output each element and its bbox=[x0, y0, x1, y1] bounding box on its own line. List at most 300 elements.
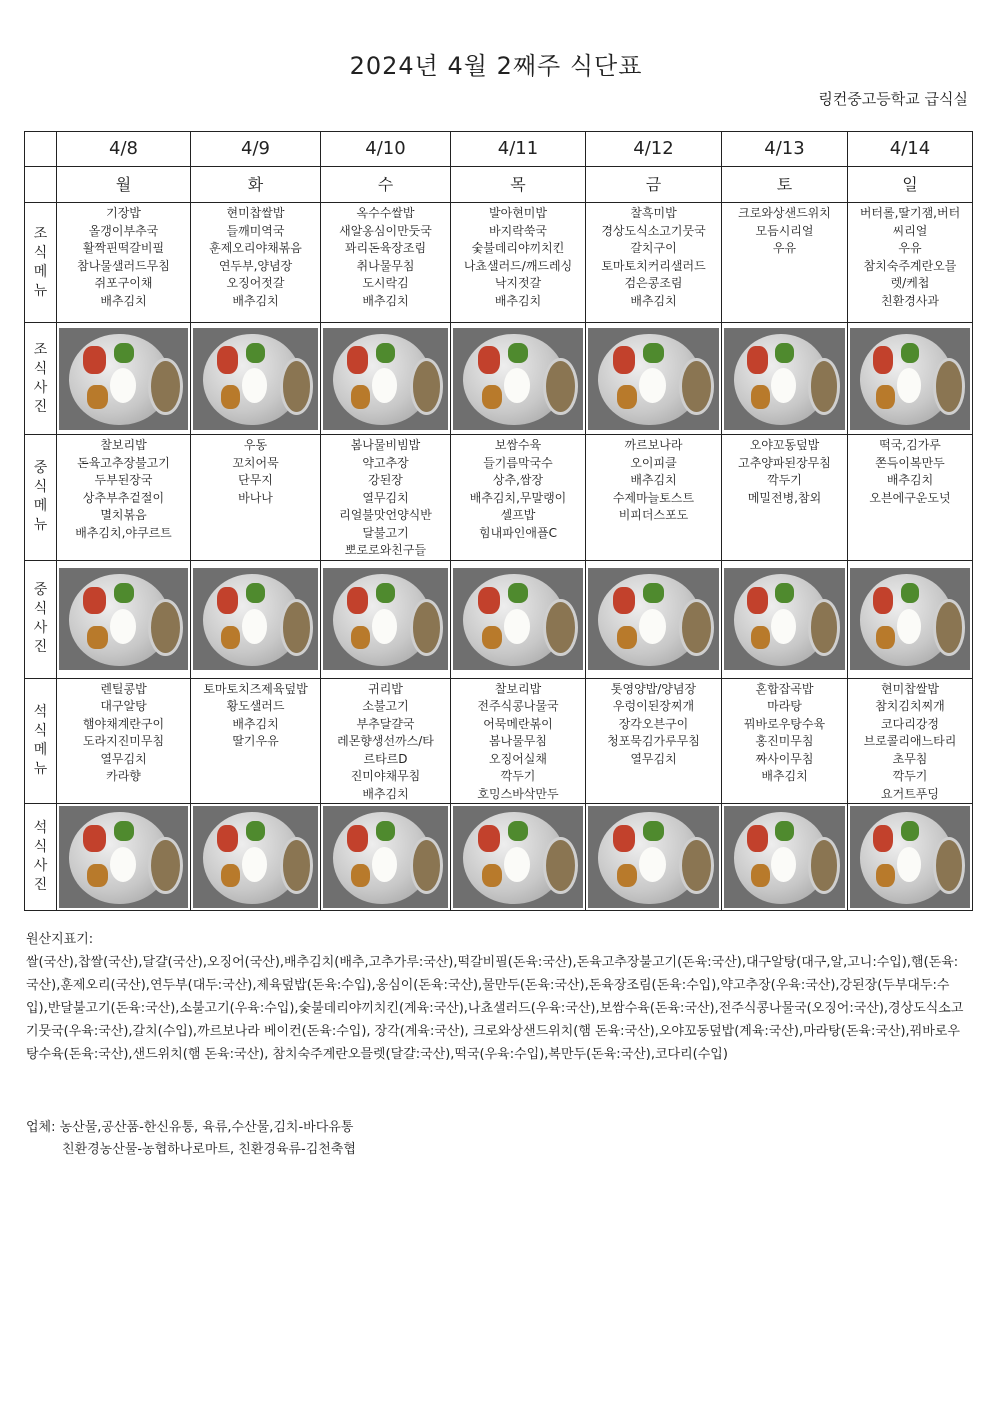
food-side2 bbox=[114, 821, 134, 841]
row-label-char: 조 bbox=[33, 225, 48, 242]
food-side2 bbox=[508, 583, 528, 603]
lunch-menu-cell bbox=[57, 435, 191, 561]
menu-item: 활짝핀떡갈비필 bbox=[82, 241, 165, 255]
breakfast-photo-cell bbox=[451, 323, 586, 435]
menu-item: 단무지 bbox=[238, 473, 273, 487]
menu-item: 친환경사과 bbox=[881, 293, 939, 308]
food-rice bbox=[242, 368, 267, 403]
corner-cell bbox=[25, 132, 57, 167]
food-side2 bbox=[376, 343, 396, 363]
row-label-lunch-photo bbox=[25, 560, 57, 678]
food-side1 bbox=[347, 587, 368, 615]
menu-item: 렌틸콩밥 bbox=[100, 681, 147, 696]
row-label-dinner-menu bbox=[25, 678, 57, 804]
row-label-char: 식 bbox=[33, 722, 48, 739]
meal-photo bbox=[850, 568, 970, 670]
dinner-photo-cell bbox=[848, 804, 973, 911]
menu-item: 전주식콩나물국 bbox=[477, 699, 559, 713]
row-label-char: 뉴 bbox=[33, 760, 48, 777]
food-side1 bbox=[347, 825, 368, 853]
menu-item: 도시락김 bbox=[362, 276, 409, 290]
menu-item: 경상도식소고기뭇국 bbox=[601, 223, 706, 238]
food-rice bbox=[110, 609, 136, 644]
food-side2 bbox=[643, 821, 663, 841]
menu-item: 토마토치커리샐러드 bbox=[601, 258, 706, 273]
menu-item: 달불고기 bbox=[362, 525, 409, 540]
food-side3 bbox=[87, 385, 107, 409]
food-side1 bbox=[873, 587, 894, 615]
menu-item: 갈치구이 bbox=[630, 241, 677, 255]
origin-title: 원산지표기: bbox=[26, 932, 94, 947]
menu-item: 열무김치 bbox=[630, 751, 677, 766]
menu-item: 옥수수쌀밥 bbox=[356, 206, 415, 220]
row-label-char: 조 bbox=[33, 341, 48, 358]
food-side1 bbox=[83, 346, 105, 374]
meal-photo bbox=[453, 568, 583, 670]
meal-photo bbox=[850, 806, 970, 908]
menu-item: 들기름막국수 bbox=[483, 455, 553, 470]
menu-item: 상추,쌈장 bbox=[492, 473, 544, 487]
dinner-photo-cell bbox=[57, 804, 191, 911]
menu-item: 수제마늘토스트 bbox=[612, 490, 695, 505]
menu-item: 봄나물비빔밥 bbox=[350, 438, 421, 452]
menu-item: 두부된장국 bbox=[94, 473, 153, 487]
meal-photo bbox=[193, 568, 318, 670]
food-side1 bbox=[747, 587, 768, 615]
food-side2 bbox=[246, 343, 266, 363]
lunch-photo-cell bbox=[191, 560, 321, 678]
lunch-photo-cell bbox=[57, 560, 191, 678]
food-side2 bbox=[376, 583, 396, 603]
menu-item: 돈육고추장불고기 bbox=[77, 455, 170, 470]
dinner-photo-cell bbox=[321, 804, 451, 911]
menu-item: 쥐포구이채 bbox=[94, 276, 153, 290]
food-side2 bbox=[775, 583, 794, 603]
food-side2 bbox=[901, 343, 920, 363]
lunch-menu-cell bbox=[451, 435, 586, 561]
food-rice bbox=[897, 368, 921, 403]
menu-item: 배추김치 bbox=[100, 293, 147, 308]
menu-item: 강된장 bbox=[368, 473, 403, 487]
row-label-char: 진 bbox=[33, 877, 48, 893]
menu-item: 찰흑미밥 bbox=[630, 206, 677, 220]
menu-item: 떡국,김가루 bbox=[879, 438, 941, 452]
food-side3 bbox=[617, 864, 637, 888]
meal-photo bbox=[323, 328, 448, 430]
food-side1 bbox=[873, 346, 894, 374]
lunch-menu-cell bbox=[848, 435, 973, 561]
meal-photo bbox=[453, 328, 583, 430]
meal-photo bbox=[588, 568, 719, 670]
menu-item: 바나나 bbox=[238, 490, 273, 505]
menu-item: 깍두기 bbox=[767, 473, 802, 487]
menu-item: 봄나물무침 bbox=[489, 734, 547, 748]
menu-item: 카라향 bbox=[106, 769, 141, 783]
food-side3 bbox=[751, 626, 770, 650]
menu-item: 찰보리밥 bbox=[100, 438, 147, 452]
food-rice bbox=[771, 609, 796, 644]
day-row bbox=[25, 167, 973, 203]
lunch-menu-cell bbox=[321, 435, 451, 561]
menu-item: 톳영양밥/양념장 bbox=[610, 681, 697, 696]
breakfast-menu-cell bbox=[321, 203, 451, 323]
dinner-photo-cell bbox=[722, 804, 848, 911]
menu-item: 렛/케첩 bbox=[890, 276, 930, 290]
row-label-char: 식 bbox=[33, 839, 48, 855]
breakfast-photo-cell bbox=[57, 323, 191, 435]
food-side3 bbox=[351, 864, 371, 888]
food-side3 bbox=[617, 385, 637, 409]
day-cell: 목 bbox=[451, 167, 586, 203]
food-side1 bbox=[478, 825, 500, 853]
dinner-menu-cell bbox=[191, 678, 321, 804]
soup-bowl bbox=[148, 599, 182, 656]
menu-item: 배추김치 bbox=[886, 473, 934, 487]
menu-item: 연두부,양념장 bbox=[218, 258, 293, 273]
menu-item: 배추김치 bbox=[232, 293, 279, 308]
menu-item: 배추김치 bbox=[630, 293, 677, 308]
menu-item: 딸기우유 bbox=[232, 734, 279, 748]
menu-item: 쫀득이복만두 bbox=[875, 455, 945, 470]
row-label-breakfast-photo bbox=[25, 323, 57, 435]
row-label-dinner-photo bbox=[25, 804, 57, 911]
menu-item: 찰보리밥 bbox=[494, 681, 542, 696]
food-side3 bbox=[876, 626, 895, 650]
food-side1 bbox=[217, 825, 238, 853]
food-rice bbox=[110, 368, 136, 403]
food-rice bbox=[372, 847, 397, 882]
menu-item: 배추김치 bbox=[761, 769, 808, 783]
day-cell: 월 bbox=[57, 167, 191, 203]
breakfast-menu-cell bbox=[451, 203, 586, 323]
dinner-menu-cell bbox=[57, 678, 191, 804]
food-side1 bbox=[83, 825, 105, 853]
menu-item: 배추김치 bbox=[232, 716, 279, 731]
menu-item: 바지락쑥국 bbox=[489, 223, 547, 238]
food-rice bbox=[242, 847, 267, 882]
lunch-photo-cell bbox=[586, 560, 722, 678]
menu-item: 꼬치어묵 bbox=[232, 455, 279, 470]
menu-item: 들깨미역국 bbox=[226, 223, 285, 238]
food-rice bbox=[897, 847, 921, 882]
meal-photo bbox=[59, 328, 188, 430]
menu-item: 참나물샐러드무침 bbox=[77, 258, 170, 273]
row-label-char: 메 bbox=[33, 741, 48, 758]
day-cell: 일 bbox=[848, 167, 973, 203]
vendor-info bbox=[26, 1117, 356, 1161]
row-label-char: 석 bbox=[33, 703, 48, 720]
menu-item: 배추김치,야쿠르트 bbox=[75, 525, 172, 540]
date-cell: 4/10 bbox=[321, 132, 451, 167]
food-rice bbox=[639, 847, 666, 882]
food-rice bbox=[771, 368, 796, 403]
menu-item: 셀프밥 bbox=[500, 508, 536, 522]
menu-item: 코다리강정 bbox=[881, 716, 939, 731]
menu-item: 참치숙주계란오믈 bbox=[863, 258, 957, 273]
lunch-photo-cell bbox=[848, 560, 973, 678]
meal-photo bbox=[59, 806, 188, 908]
row-label-char: 식 bbox=[33, 244, 48, 261]
food-side2 bbox=[114, 343, 134, 363]
food-side3 bbox=[482, 385, 502, 409]
menu-item: 소불고기 bbox=[362, 699, 409, 713]
food-side1 bbox=[613, 587, 635, 615]
food-side3 bbox=[751, 864, 770, 888]
row-label-breakfast-menu bbox=[25, 203, 57, 323]
menu-item: 요거트푸딩 bbox=[881, 786, 939, 801]
food-side1 bbox=[613, 346, 635, 374]
menu-item: 힘내파인애플C bbox=[479, 525, 557, 540]
dinner-menu-cell bbox=[586, 678, 722, 804]
food-rice bbox=[897, 609, 921, 644]
lunch-photo-cell bbox=[722, 560, 848, 678]
menu-item: 홍진미무침 bbox=[755, 734, 814, 748]
date-cell: 4/11 bbox=[451, 132, 586, 167]
meal-photo bbox=[453, 806, 583, 908]
food-side1 bbox=[478, 346, 500, 374]
soup-bowl bbox=[808, 358, 841, 415]
food-rice bbox=[372, 368, 397, 403]
food-side2 bbox=[643, 583, 663, 603]
soup-bowl bbox=[543, 599, 578, 656]
meal-photo bbox=[724, 568, 845, 670]
lunch-photo-row bbox=[25, 560, 973, 678]
meal-photo bbox=[724, 328, 845, 430]
food-side1 bbox=[747, 346, 768, 374]
row-label-char: 식 bbox=[33, 479, 48, 496]
food-side3 bbox=[876, 385, 895, 409]
soup-bowl bbox=[410, 358, 444, 415]
menu-item: 보쌈수육 bbox=[494, 438, 542, 452]
food-side1 bbox=[217, 587, 238, 615]
menu-item: 씨리얼 bbox=[892, 223, 928, 238]
dinner-photo-row bbox=[25, 804, 973, 911]
food-side1 bbox=[747, 825, 768, 853]
food-rice bbox=[771, 847, 796, 882]
soup-bowl bbox=[808, 837, 841, 894]
soup-bowl bbox=[543, 358, 578, 415]
meal-plan-table bbox=[24, 131, 973, 911]
food-side2 bbox=[508, 343, 528, 363]
page-title: 2024년 4월 2째주 식단표 bbox=[349, 52, 643, 80]
meal-photo bbox=[193, 806, 318, 908]
menu-item: 열무김치 bbox=[100, 751, 147, 766]
menu-item: 황도샐러드 bbox=[226, 699, 285, 713]
menu-item: 오이피클 bbox=[630, 455, 677, 470]
menu-item: 부추달걀국 bbox=[356, 716, 415, 731]
meal-photo bbox=[59, 568, 188, 670]
food-side3 bbox=[221, 385, 241, 409]
menu-item: 깍두기 bbox=[892, 769, 928, 783]
breakfast-photo-cell bbox=[848, 323, 973, 435]
menu-item: 레몬향생선까스/타 bbox=[337, 734, 434, 748]
menu-item: 취나물무침 bbox=[356, 258, 415, 273]
row-label-char: 뉴 bbox=[33, 282, 48, 299]
food-side2 bbox=[901, 821, 920, 841]
dinner-menu-cell bbox=[848, 678, 973, 804]
menu-item: 오븐에구운도넛 bbox=[869, 490, 951, 505]
soup-bowl bbox=[679, 837, 714, 894]
day-cell: 토 bbox=[722, 167, 848, 203]
menu-item: 새알옹심이만둣국 bbox=[339, 223, 432, 238]
food-rice bbox=[110, 847, 136, 882]
menu-item: 귀리밥 bbox=[368, 681, 403, 696]
soup-bowl bbox=[543, 837, 578, 894]
breakfast-menu-cell bbox=[722, 203, 848, 323]
row-label-lunch-menu bbox=[25, 435, 57, 561]
menu-item: 참치김치찌개 bbox=[875, 699, 945, 713]
menu-item: 브로콜리애느타리 bbox=[863, 734, 957, 748]
row-label-char: 중 bbox=[33, 582, 48, 598]
menu-item: 상추부추겉절이 bbox=[82, 490, 165, 505]
menu-item: 열무김치 bbox=[362, 490, 409, 505]
food-side1 bbox=[347, 346, 368, 374]
row-label-char: 사 bbox=[33, 379, 48, 396]
food-side3 bbox=[351, 385, 371, 409]
menu-item: 꽈리돈육장조림 bbox=[344, 241, 427, 255]
dinner-menu-cell bbox=[321, 678, 451, 804]
food-side3 bbox=[482, 626, 502, 650]
menu-item: 검은콩조림 bbox=[624, 276, 683, 290]
food-side2 bbox=[775, 821, 794, 841]
menu-item: 우렁이된장찌개 bbox=[612, 699, 695, 713]
dinner-menu-row bbox=[25, 678, 973, 804]
menu-item: 모듬시리얼 bbox=[755, 223, 814, 238]
date-cell: 4/9 bbox=[191, 132, 321, 167]
menu-item: 우동 bbox=[243, 438, 268, 452]
menu-item: 뽀로로와친구들 bbox=[344, 543, 427, 557]
menu-item: 도라지진미무침 bbox=[82, 734, 165, 748]
dinner-photo-cell bbox=[191, 804, 321, 911]
menu-item: 숯불데리야끼치킨 bbox=[471, 241, 565, 255]
soup-bowl bbox=[933, 837, 965, 894]
menu-item: 리얼불맛언양식반 bbox=[339, 508, 432, 522]
origin-text: 쌀(국산),찹쌀(국산),달걀(국산),오징어(국산),배추김치(배추,고추가루:국산),떡갈비필(돈육:국산),돈육고추장불고기(돈육:국산),대구알탕(대구,알,고니:수입),햄(돈육:국산),훈제오리(국산),연두부(대두:국산),제육덮밥(돈육:수입),옹심이(돈육:국산),물만두(돈육:국산),돈육장조림(돈육:수입),약고추장(우육:국산),강된장(두부대두:수입),반달불고기(돈육:국산),소불고기(우육:수입),숯불데리야끼치킨(계육:국산),나쵸샐러드(우육:국산),보쌈수육(돈육:국산),전주식콩나물국(오징어:국산),경상도식소고기뭇국(우육:국산),갈치(수입),까르보나라 베이컨(돈육:수입), 장각(계육:국산), 크로와상샌드위치(햄 돈육:국산),오야꼬동덮밥(계육:국산),마라탕(돈육:국산),꿔바로우탕수육(돈육:국산),샌드위치(햄 돈육:국산), 참치숙주계란오믈렛(달걀:국산),떡국(우육:수입),복만두(돈육:국산),코다리(수입) bbox=[26, 955, 964, 1062]
soup-bowl bbox=[679, 599, 714, 656]
row-label-char: 사 bbox=[33, 620, 48, 636]
menu-item: 오야꼬동덮밥 bbox=[749, 438, 820, 452]
day-cell: 화 bbox=[191, 167, 321, 203]
lunch-photo-cell bbox=[451, 560, 586, 678]
soup-bowl bbox=[280, 599, 314, 656]
food-side1 bbox=[478, 587, 500, 615]
vendor-line-1: 업체: 농산물,공산품-한신유통, 육류,수산물,김치-바다유통 bbox=[26, 1120, 354, 1135]
row-label-char: 진 bbox=[33, 639, 48, 655]
date-cell: 4/13 bbox=[722, 132, 848, 167]
food-rice bbox=[242, 609, 267, 644]
food-side3 bbox=[751, 385, 770, 409]
lunch-menu-cell bbox=[722, 435, 848, 561]
food-side1 bbox=[83, 587, 105, 615]
food-rice bbox=[639, 609, 666, 644]
food-side3 bbox=[617, 626, 637, 650]
row-label-char: 식 bbox=[33, 601, 48, 617]
menu-item: 깍두기 bbox=[500, 769, 536, 783]
food-side3 bbox=[221, 626, 241, 650]
menu-item: 약고추장 bbox=[362, 455, 409, 470]
meal-photo bbox=[323, 806, 448, 908]
food-side2 bbox=[901, 583, 920, 603]
breakfast-menu-cell bbox=[586, 203, 722, 323]
soup-bowl bbox=[933, 599, 965, 656]
date-cell: 4/14 bbox=[848, 132, 973, 167]
menu-item: 장각오븐구이 bbox=[618, 716, 689, 731]
menu-item: 어묵메란볶이 bbox=[483, 716, 553, 731]
origin-notes bbox=[26, 928, 970, 1066]
menu-item: 현미찹쌀밥 bbox=[226, 206, 285, 220]
food-side3 bbox=[482, 864, 502, 888]
meal-photo bbox=[193, 328, 318, 430]
menu-item: 우유 bbox=[898, 241, 922, 255]
menu-item: 오징어젓갈 bbox=[226, 276, 285, 290]
breakfast-photo-cell bbox=[321, 323, 451, 435]
corner-cell bbox=[25, 167, 57, 203]
lunch-menu-cell bbox=[586, 435, 722, 561]
menu-item: 멸치볶음 bbox=[100, 508, 147, 522]
menu-item: 배추김치 bbox=[494, 293, 542, 308]
food-side1 bbox=[873, 825, 894, 853]
lunch-menu-cell bbox=[191, 435, 321, 561]
meal-photo bbox=[588, 328, 719, 430]
menu-item: 낙지젓갈 bbox=[494, 276, 542, 290]
meal-photo bbox=[588, 806, 719, 908]
menu-item: 오징어실채 bbox=[489, 751, 547, 766]
food-rice bbox=[372, 609, 397, 644]
soup-bowl bbox=[410, 837, 444, 894]
menu-item: 올갱이부추국 bbox=[88, 223, 159, 238]
row-label-char: 뉴 bbox=[33, 517, 48, 534]
dinner-photo-cell bbox=[586, 804, 722, 911]
menu-item: 배추김치 bbox=[362, 293, 409, 308]
soup-bowl bbox=[280, 358, 314, 415]
menu-item: 배추김치 bbox=[362, 786, 409, 801]
dinner-menu-cell bbox=[722, 678, 848, 804]
menu-item: 토마토치즈제육덮밥 bbox=[203, 681, 308, 696]
breakfast-menu-row bbox=[25, 203, 973, 323]
soup-bowl bbox=[148, 358, 182, 415]
meal-photo bbox=[323, 568, 448, 670]
food-side3 bbox=[876, 864, 895, 888]
dinner-menu-cell bbox=[451, 678, 586, 804]
row-label-char: 진 bbox=[33, 398, 48, 415]
food-side2 bbox=[246, 821, 266, 841]
food-side2 bbox=[246, 583, 266, 603]
menu-item: 비피더스포도 bbox=[618, 508, 689, 522]
breakfast-menu-cell bbox=[57, 203, 191, 323]
food-rice bbox=[639, 368, 666, 403]
menu-item: 마라탕 bbox=[767, 699, 802, 713]
menu-item: 진미야채무침 bbox=[350, 769, 421, 783]
row-label-char: 메 bbox=[33, 498, 48, 515]
breakfast-menu-cell bbox=[848, 203, 973, 323]
menu-item: 현미찹쌀밥 bbox=[881, 681, 939, 696]
soup-bowl bbox=[933, 358, 965, 415]
food-side3 bbox=[87, 864, 107, 888]
soup-bowl bbox=[280, 837, 314, 894]
row-label-char: 식 bbox=[33, 360, 48, 377]
food-side2 bbox=[376, 821, 396, 841]
breakfast-photo-cell bbox=[586, 323, 722, 435]
menu-item: 르타르D bbox=[363, 751, 408, 766]
day-cell: 금 bbox=[586, 167, 722, 203]
soup-bowl bbox=[410, 599, 444, 656]
food-side1 bbox=[217, 346, 238, 374]
vendor-line-2: 친환경농산물-농협하나로마트, 친환경육류-김천축협 bbox=[62, 1142, 356, 1157]
menu-item: 기장밥 bbox=[106, 206, 141, 220]
menu-item: 고추양파된장무침 bbox=[738, 455, 831, 470]
menu-item: 우유 bbox=[772, 241, 797, 255]
menu-item: 초무침 bbox=[892, 751, 928, 766]
